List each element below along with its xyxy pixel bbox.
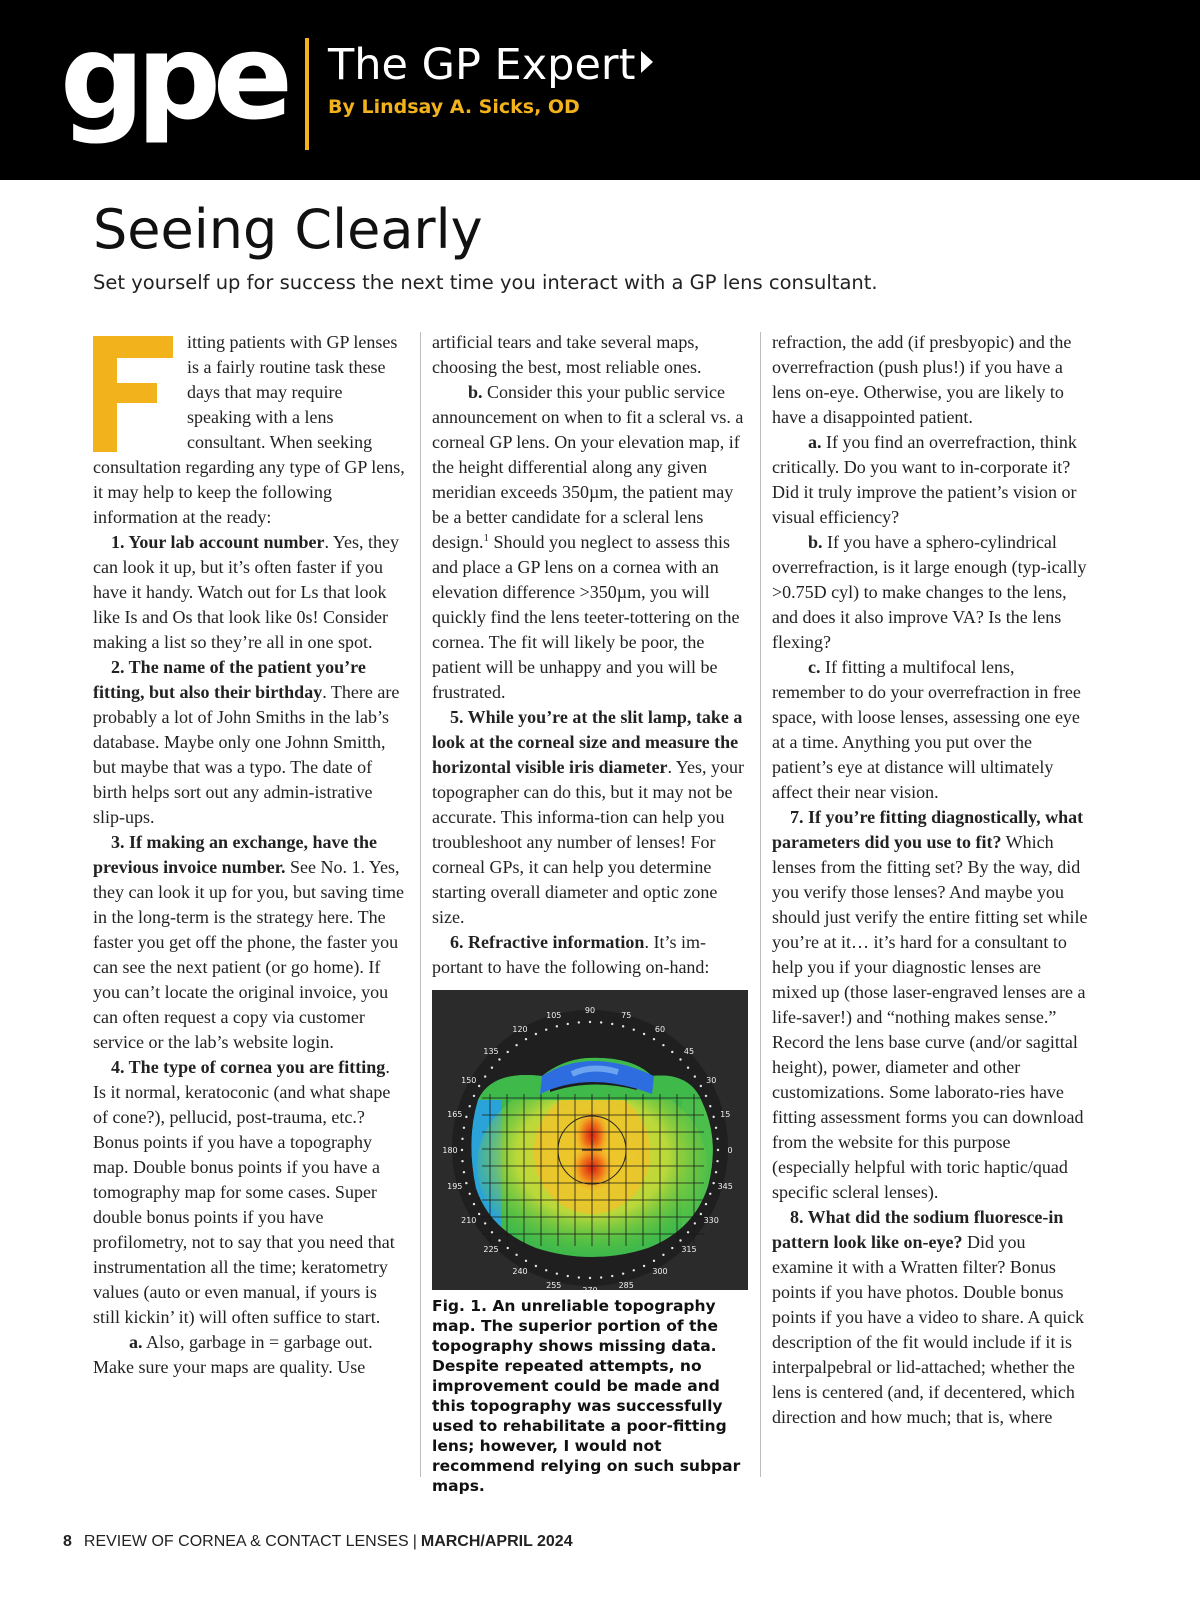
footer-separator: | xyxy=(412,1533,417,1550)
meridian-tick xyxy=(709,1105,711,1107)
meridian-tick xyxy=(687,1231,689,1233)
meridian-label: 150 xyxy=(461,1076,477,1085)
item-body: If you find an overrefraction, think critically. Do you want to in-corporate it? Did it truly improve the patient’s vision or visual efficiency? xyxy=(772,432,1077,527)
meridian-tick xyxy=(465,1182,467,1184)
item-body: . Yes, they can look it up, but it’s often faster if you have it handy. Watch out for Ls that look like Is and Os that look like 0s! Consider making a list so they’re all in one spot. xyxy=(93,532,400,652)
meridian-tick xyxy=(525,1260,527,1262)
article-column-3 xyxy=(772,330,1088,1430)
topography-map-figure xyxy=(432,990,748,1295)
meridian-tick xyxy=(643,1033,645,1035)
list-item-4a xyxy=(93,1330,407,1380)
meridian-tick xyxy=(716,1138,718,1140)
reference-superscript: 1 xyxy=(483,532,489,544)
list-item-8 xyxy=(772,1205,1088,1430)
item-body: Should you neglect to assess this and place a GP lens on a cornea with an elevation difference >350µm, you will quickly find the lens teeter-tottering on the cornea. The fit will likely be poor, the patient will be unhappy and you will be frustrated. xyxy=(432,532,740,702)
column-title xyxy=(328,40,653,90)
meridian-tick xyxy=(556,1272,558,1274)
item-heading: 6. Refractive information xyxy=(450,932,645,952)
item-body: . There are probably a lot of John Smiths in the lab’s database. Maybe only one Johnn Smitth, but maybe that was a typo. The date of birth helps sort out any admin-istrative slip-ups. xyxy=(93,682,400,827)
column-rule xyxy=(420,332,421,1477)
list-item-6c xyxy=(772,655,1088,805)
list-item-7 xyxy=(772,805,1088,1205)
meridian-tick xyxy=(525,1038,527,1040)
meridian-tick xyxy=(687,1067,689,1069)
meridian-label: 105 xyxy=(546,1010,562,1020)
page-number: 8 xyxy=(63,1533,72,1550)
meridian-tick xyxy=(535,1033,537,1035)
meridian-tick xyxy=(578,1021,580,1023)
meridian-label: 0 xyxy=(727,1146,733,1155)
meridian-tick xyxy=(600,1021,602,1023)
meridian-tick xyxy=(463,1127,465,1129)
masthead xyxy=(0,0,1200,180)
meridian-tick xyxy=(473,1203,475,1205)
meridian-tick xyxy=(469,1105,471,1107)
topography-map xyxy=(432,990,748,1295)
meridian-tick xyxy=(622,1025,624,1027)
meridian-label: 90 xyxy=(584,1006,596,1015)
intro-text: itting patients with GP lenses is a fairly routine task these days that may require speaking with a lens consultant. When seeking consultation regarding any type of GP lens, it may help to keep the following information at the ready: xyxy=(93,332,405,527)
item-body: . It’s im-portant to have the following on-hand: xyxy=(432,932,710,977)
meridian-label: 30 xyxy=(706,1076,717,1085)
meridian-tick xyxy=(679,1239,681,1241)
meridian-tick xyxy=(484,1222,486,1224)
item-body: Did you examine it with a Wratten filter? Bonus points if you have photos. Double bonus points if you have a video to share. A quick description of the fit would include if it is interpalpebral or lid-attached; whether the lens is centered (and, if decentered, which direction and how much; that is, where xyxy=(772,1232,1084,1427)
meridian-tick xyxy=(491,1067,493,1069)
item-heading: a. xyxy=(129,1332,143,1352)
item-heading: c. xyxy=(808,657,821,677)
item-heading: 2. The name of the patient you’re fitting, but also their birthday xyxy=(93,657,366,702)
item-heading: b. xyxy=(468,382,483,402)
meridian-label: 45 xyxy=(683,1047,695,1057)
meridian-tick xyxy=(712,1116,714,1118)
meridian-tick xyxy=(461,1149,463,1151)
item-body: . Yes, your topographer can do this, but it may not be accurate. This informa-tion can help you troubleshoot any number of lenses! For corneal GPs, it can help you determine starting overall diameter and optic zone size. xyxy=(432,757,744,927)
byline: By Lindsay A. Sicks, OD xyxy=(328,96,580,118)
issue-date: MARCH/APRIL 2024 xyxy=(420,1533,573,1550)
meridian-tick xyxy=(671,1051,673,1053)
item-body: If fitting a multifocal lens, remember to do your overrefraction in free space, with loose lenses, assessing one eye at a time. Anything you put over the patient’s eye at distance will ultimately affect their near vision. xyxy=(772,657,1081,802)
meridian-tick xyxy=(700,1213,702,1215)
meridian-tick xyxy=(705,1203,707,1205)
item-heading: 3. If making an exchange, have the previous invoice number. xyxy=(93,832,378,877)
meridian-tick xyxy=(469,1193,471,1195)
item-body: . Is it normal, keratoconic (and what shape of cone?), pellucid, post-trauma, etc.? Bonus points if you have a topography map. Double bonus points if you have a tomography map for some cases. Super double bonus points if you have profilometry, not to say that you need that instrumentation all the time; keratometry values (auto or even manual, if yours is still kickin’ it) will often suffice to start. xyxy=(93,1057,395,1327)
meridian-tick xyxy=(507,1247,509,1249)
meridian-tick xyxy=(478,1085,480,1087)
meridian-tick xyxy=(633,1029,635,1031)
meridian-label: 60 xyxy=(654,1024,666,1034)
meridian-tick xyxy=(709,1193,711,1195)
meridian-tick xyxy=(589,1277,591,1279)
meridian-tick xyxy=(567,1023,569,1025)
meridian-tick xyxy=(643,1265,645,1267)
meridian-label: 285 xyxy=(618,1281,634,1291)
meridian-tick xyxy=(671,1247,673,1249)
list-item-4 xyxy=(93,1055,407,1330)
meridian-tick xyxy=(515,1254,517,1256)
meridian-tick xyxy=(545,1269,547,1271)
continued-paragraph: refraction, the add (if presbyopic) and the overrefraction (push plus!) if you have a lens on-eye. Otherwise, you are likely to have a disappointed patient. xyxy=(772,332,1072,427)
list-item-4b xyxy=(432,380,748,705)
list-item-5 xyxy=(432,705,748,930)
meridian-label: 135 xyxy=(483,1047,499,1057)
meridian-tick xyxy=(716,1160,718,1162)
meridian-label: 120 xyxy=(512,1024,528,1034)
list-item-6 xyxy=(432,930,748,980)
meridian-tick xyxy=(633,1269,635,1271)
continued-paragraph: artificial tears and take several maps, choosing the best, most reliable ones. xyxy=(432,332,702,377)
meridian-tick xyxy=(694,1075,696,1077)
arrow-right-icon xyxy=(641,51,653,73)
article-title: Seeing Clearly xyxy=(93,198,483,261)
item-body: See No. 1. Yes, they can look it up for you, but saving time in the long-term is the strategy here. The faster you get off the phone, the faster you can see the next patient (or go home). If you can’t locate the original invoice, you can often request a copy via customer service or the lab’s website login. xyxy=(93,857,404,1052)
item-heading: 4. The type of cornea you are fitting xyxy=(111,1057,386,1077)
meridian-label: 195 xyxy=(447,1182,463,1192)
list-item-3 xyxy=(93,830,407,1055)
item-body: Which lenses from the fitting set? By the way, did you verify those lenses? And maybe you should just verify the entire fitting set while you’re at it… it’s hard for a consultant to help you if your diagnostic lenses are mixed up (those laser-engraved lenses are a life-saver!) and “nothing makes sense.” Record the lens base curve (and/or sagittal height), power, diameter and other customizations. Some laborato-ries have fitting assessment forms you can download from the website for this purpose (especially helpful with toric haptic/quad specific scleral lenses). xyxy=(772,832,1088,1202)
meridian-tick xyxy=(515,1044,517,1046)
meridian-tick xyxy=(545,1029,547,1031)
meridian-label: 15 xyxy=(720,1109,731,1119)
meridian-tick xyxy=(715,1127,717,1129)
item-body: Consider this your public service announcement on when to fit a scleral vs. a corneal GP lens. On your elevation map, if the height differential along any given meridian exceeds 350µm, the patient may be a better candidate for a scleral lens design. xyxy=(432,382,744,552)
meridian-label: 255 xyxy=(546,1281,562,1291)
meridian-tick xyxy=(461,1160,463,1162)
meridian-tick xyxy=(600,1276,602,1278)
item-body: Also, garbage in = garbage out. Make sure your maps are quality. Use xyxy=(93,1332,373,1377)
dropcap-f xyxy=(93,336,173,452)
publication-name: REVIEW OF CORNEA & CONTACT LENSES xyxy=(83,1533,409,1550)
meridian-tick xyxy=(589,1021,591,1023)
meridian-label: 300 xyxy=(652,1267,668,1277)
item-body: If you have a sphero-cylindrical overrefraction, is it large enough (typ-ically >0.75D cyl) to make changes to the lens, and does it also improve VA? Is the lens flexing? xyxy=(772,532,1087,652)
meridian-label: 225 xyxy=(483,1244,499,1254)
meridian-tick xyxy=(463,1171,465,1173)
item-heading: 7. If you’re fitting diagnostically, what parameters did you use to fit? xyxy=(772,807,1084,852)
meridian-tick xyxy=(535,1265,537,1267)
meridian-tick xyxy=(611,1275,613,1277)
meridian-tick xyxy=(498,1239,500,1241)
item-heading: b. xyxy=(808,532,823,552)
meridian-tick xyxy=(653,1260,655,1262)
meridian-tick xyxy=(473,1095,475,1097)
meridian-tick xyxy=(484,1075,486,1077)
meridian-tick xyxy=(705,1095,707,1097)
item-heading: 5. While you’re at the slit lamp, take a look at the corneal size and measure the horizontal visible iris diameter xyxy=(432,707,743,777)
meridian-tick xyxy=(567,1275,569,1277)
meridian-tick xyxy=(611,1023,613,1025)
masthead-divider xyxy=(305,38,309,150)
meridian-tick xyxy=(717,1149,719,1151)
meridian-tick xyxy=(694,1222,696,1224)
list-item-6b xyxy=(772,530,1088,655)
meridian-tick xyxy=(700,1085,702,1087)
intro-paragraph xyxy=(93,330,407,530)
list-item-6a xyxy=(772,430,1088,530)
article-deck: Set yourself up for success the next time you interact with a GP lens consultant. xyxy=(93,271,878,294)
item-heading: a. xyxy=(808,432,822,452)
column-title-text: The GP Expert xyxy=(328,40,636,90)
meridian-tick xyxy=(662,1044,664,1046)
meridian-tick xyxy=(491,1231,493,1233)
meridian-tick xyxy=(578,1276,580,1278)
meridian-label: 315 xyxy=(681,1244,697,1254)
meridian-tick xyxy=(662,1254,664,1256)
meridian-tick xyxy=(498,1058,500,1060)
list-item-1 xyxy=(93,530,407,655)
meridian-label: 270 xyxy=(582,1286,598,1295)
column-rule xyxy=(760,332,761,1477)
article-column-2 xyxy=(432,330,748,1496)
meridian-tick xyxy=(712,1182,714,1184)
meridian-label: 330 xyxy=(703,1216,719,1225)
meridian-label: 180 xyxy=(442,1146,458,1155)
meridian-label: 210 xyxy=(461,1216,477,1225)
page-footer xyxy=(63,1533,573,1551)
meridian-label: 75 xyxy=(621,1010,632,1020)
meridian-label: 165 xyxy=(447,1109,463,1119)
item-heading: 1. Your lab account number xyxy=(111,532,325,552)
meridian-tick xyxy=(465,1116,467,1118)
meridian-label: 240 xyxy=(512,1267,528,1277)
meridian-tick xyxy=(556,1025,558,1027)
meridian-tick xyxy=(679,1058,681,1060)
meridian-tick xyxy=(622,1272,624,1274)
meridian-tick xyxy=(653,1038,655,1040)
meridian-tick xyxy=(715,1171,717,1173)
item-heading: 8. What did the sodium fluoresce-in pattern look like on-eye? xyxy=(772,1207,1064,1252)
meridian-tick xyxy=(461,1138,463,1140)
figure-caption: Fig. 1. An unreliable topography map. The superior portion of the topography shows missing data. Despite repeated attempts, no improvement could be made and this topography was successfully used to rehabilitate a poor-fitting lens; however, I would not recommend relying on such subpar maps. xyxy=(432,1297,741,1495)
meridian-tick xyxy=(478,1213,480,1215)
gpe-logo: gpe xyxy=(60,8,285,146)
meridian-label: 345 xyxy=(717,1182,733,1192)
article-column-1 xyxy=(93,330,407,1380)
meridian-tick xyxy=(507,1051,509,1053)
list-item-2 xyxy=(93,655,407,830)
